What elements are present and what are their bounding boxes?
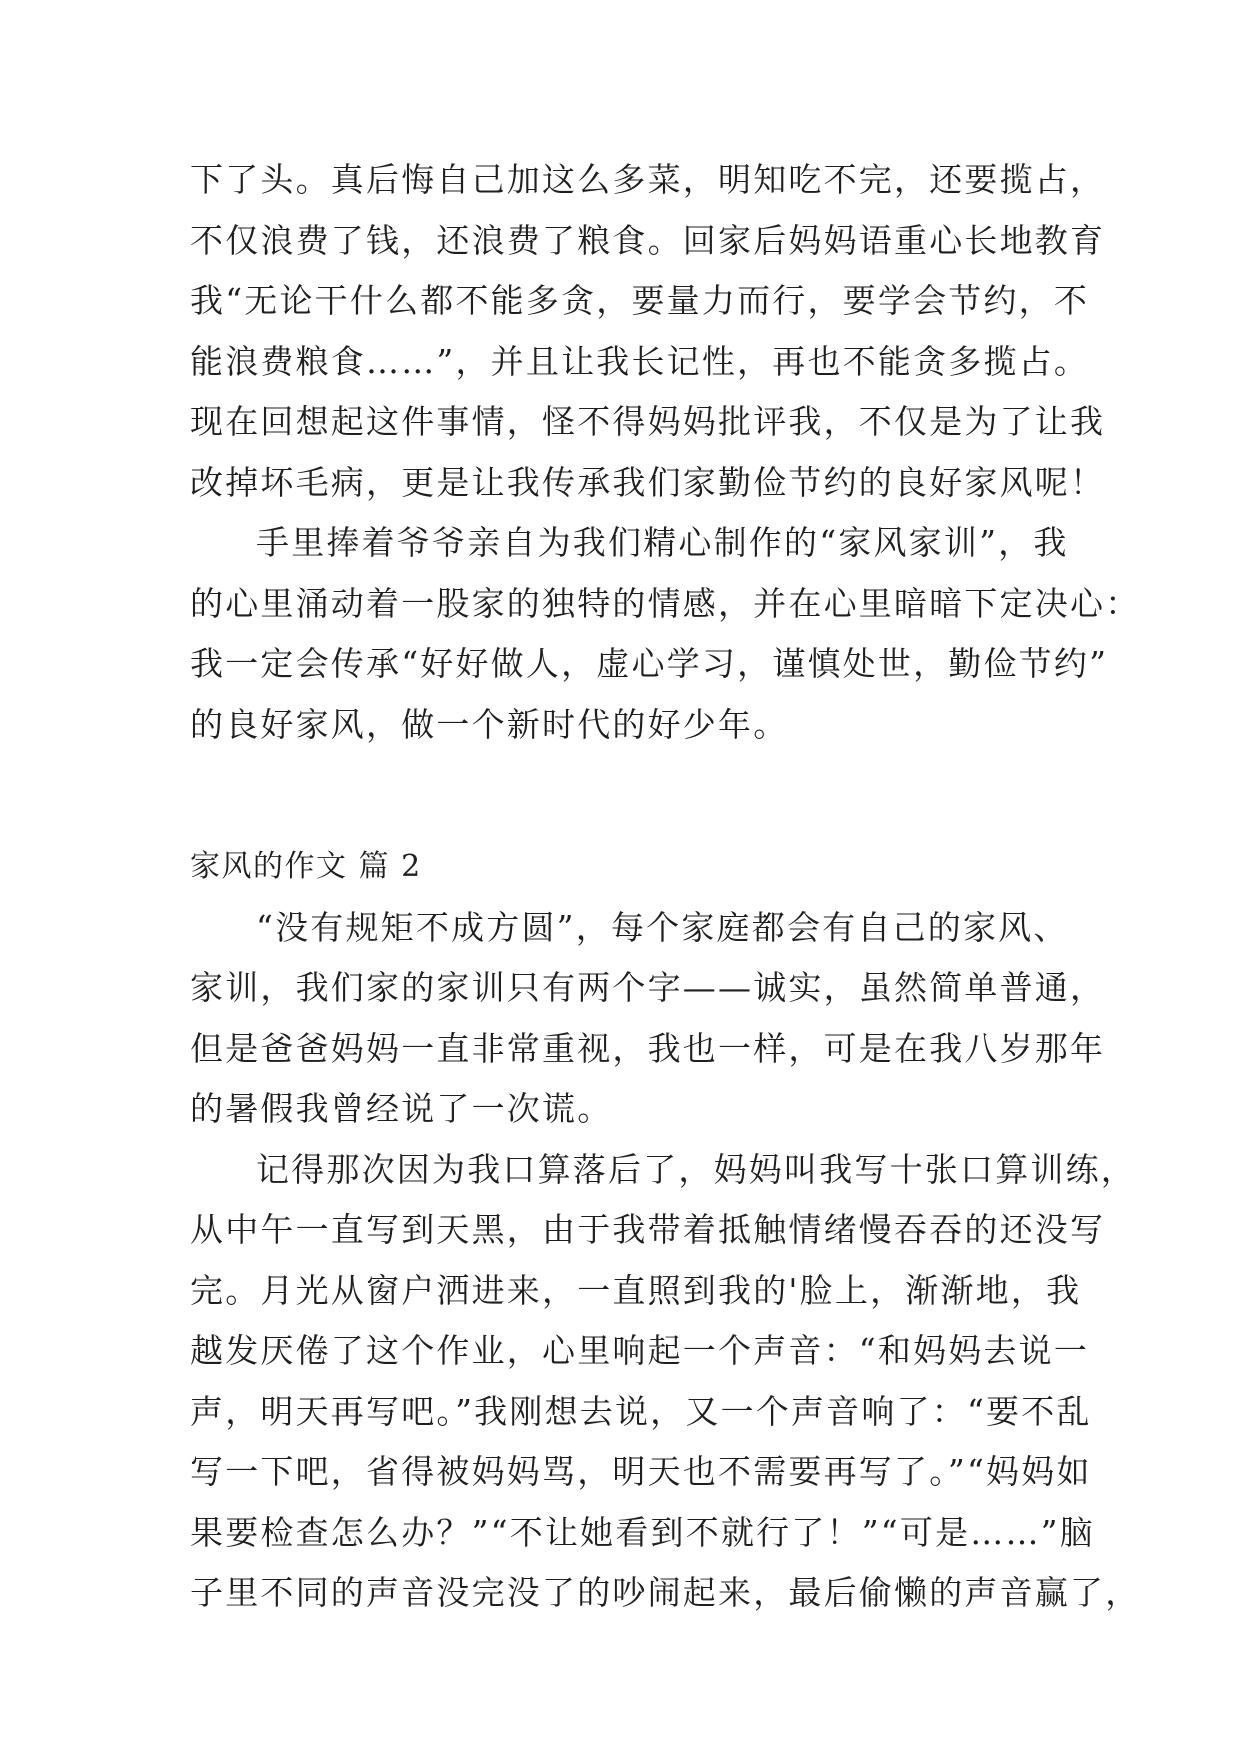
text-line: 果要检查怎么办？”“不让她看到不就行了！”“可是……”脑	[190, 1512, 1095, 1552]
text-line: 的良好家风，做一个新时代的好少年。	[190, 704, 789, 744]
text-line: 写一下吧，省得被妈妈骂，明天也不需要再写了。”“妈妈如	[190, 1452, 1092, 1491]
text-line: 子里不同的声音没完没了的吵闹起来，最后偷懒的声音赢了，	[190, 1573, 1141, 1612]
paragraph-start-line: 手里捧着爷爷亲自为我们精心制作的“家风家训”，我	[256, 523, 1069, 562]
text-line: 的心里涌动着一股家的独特的情感，并在心里暗暗下定决心：	[190, 583, 1141, 623]
text-line: 完。月光从窗户洒进来，一直照到我的'脸上，渐渐地，我	[190, 1270, 1082, 1310]
text-line: 改掉坏毛病，更是让我传承我们家勤俭节约的良好家风呢！	[190, 462, 1106, 502]
section-1	[190, 150, 1141, 755]
text-line: 从中午一直写到天黑，由于我带着抵触情绪慢吞吞的还没写	[190, 1210, 1106, 1249]
text-line: 我一定会传承“好好做人，虚心学习，谨慎处世，勤俭节约”	[190, 644, 1109, 683]
text-line: 声，明天再写吧。”我刚想去说，又一个声音响了：“要不乱	[190, 1391, 1092, 1431]
text-line: 的暑假我曾经说了一次谎。	[190, 1089, 613, 1128]
section-heading: 家风的作文 篇 2	[190, 849, 422, 884]
text-line: 能浪费粮食……”，并且让我长记性，再也不能贪多揽占。	[190, 341, 1090, 381]
text-line: 家训，我们家的家训只有两个字——诚实，虽然简单普通，	[190, 968, 1106, 1007]
text-line: 不仅浪费了钱，还浪费了粮食。回家后妈妈语重心长地教育	[190, 220, 1106, 260]
section-gap	[190, 755, 1060, 837]
document-page	[190, 150, 1141, 1624]
paragraph-start-line: “没有规矩不成方圆”，每个家庭都会有自己的家风、	[256, 907, 1069, 947]
text-line: 我“无论干什么都不能多贪，要量力而行，要学会节约，不	[190, 281, 1090, 320]
section-2	[190, 837, 1141, 1624]
text-line: 越发厌倦了这个作业，心里响起一个声音：“和妈妈去说一	[190, 1331, 1090, 1370]
paragraph-start-line: 记得那次因为我口算落后了，妈妈叫我写十张口算训练，	[256, 1149, 1136, 1189]
text-line: 下了头。真后悔自己加这么多菜，明知吃不完，还要揽占，	[190, 160, 1106, 199]
text-line: 现在回想起这件事情，怪不得妈妈批评我，不仅是为了让我	[190, 402, 1106, 441]
text-line: 但是爸爸妈妈一直非常重视，我也一样，可是在我八岁那年	[190, 1028, 1106, 1068]
